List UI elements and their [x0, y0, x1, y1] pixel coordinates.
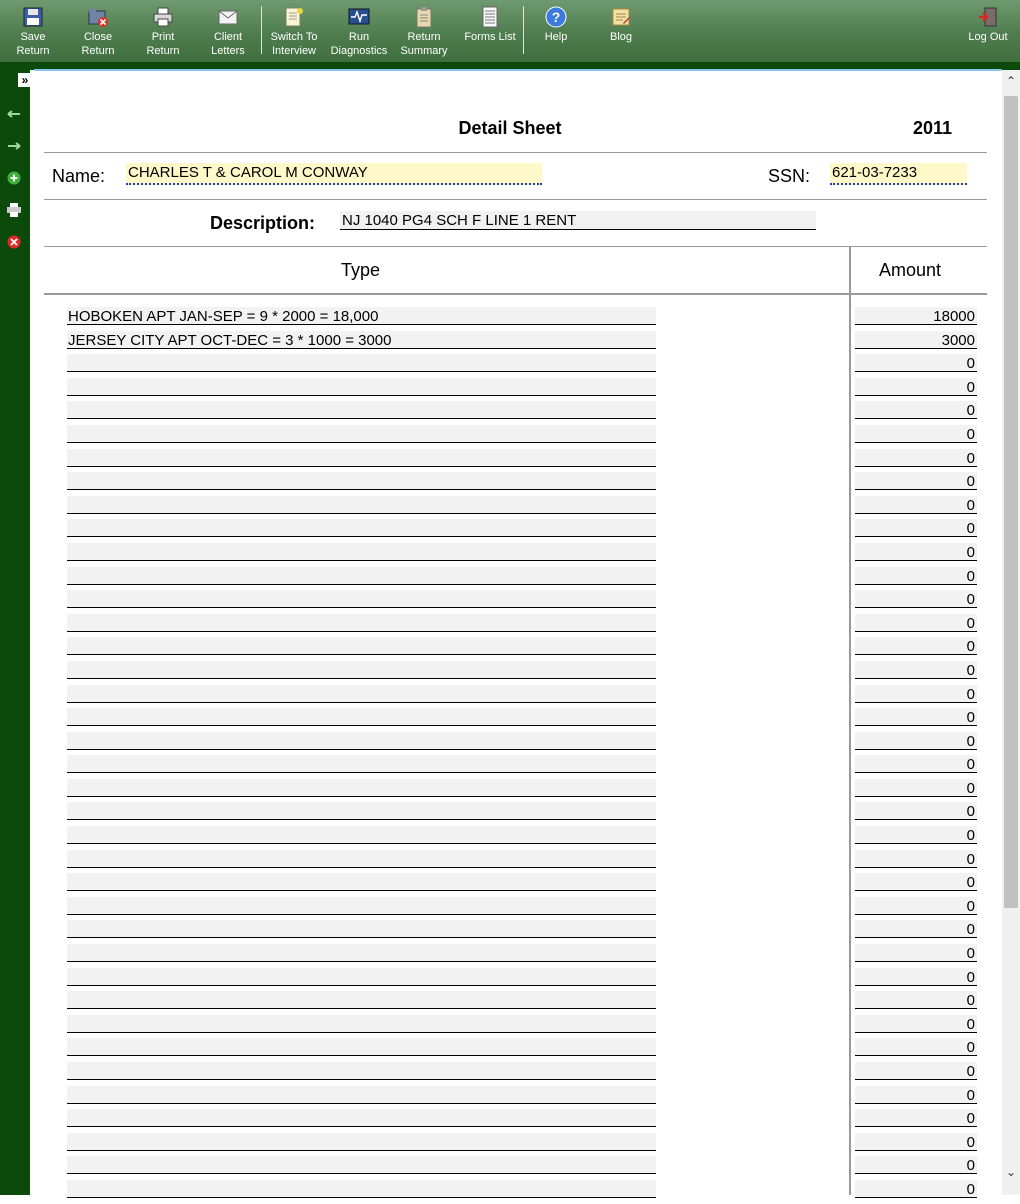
diagnostics-monitor-icon [348, 6, 370, 28]
table-row [0, 991, 1000, 1015]
log-out-door-icon [977, 6, 999, 28]
type-input[interactable]: JERSEY CITY APT OCT-DEC = 3 * 1000 = 3000 [67, 331, 656, 349]
table-row [0, 1062, 1000, 1086]
table-row [0, 519, 1000, 543]
type-input[interactable] [67, 378, 656, 396]
amount-input[interactable]: 0 [855, 1156, 977, 1174]
type-input[interactable] [67, 1086, 656, 1104]
type-input[interactable] [67, 425, 656, 443]
return-summary-label: Return Summary [400, 31, 448, 57]
table-row [0, 779, 1000, 803]
blog-scroll-icon [610, 6, 632, 28]
table-row [0, 425, 1000, 449]
log-out-label: Log Out [968, 31, 1008, 43]
type-input[interactable] [67, 472, 656, 490]
table-row [0, 590, 1000, 614]
amount-input[interactable]: 18000 [855, 307, 977, 325]
amount-input[interactable]: 0 [855, 991, 977, 1009]
type-input[interactable] [67, 543, 656, 561]
type-input[interactable] [67, 802, 656, 820]
switch-to-interview-label: Switch To Interview [270, 31, 318, 57]
amount-input[interactable]: 0 [855, 826, 977, 844]
divider [44, 199, 987, 200]
amount-input[interactable]: 0 [855, 732, 977, 750]
description-field[interactable]: NJ 1040 PG4 SCH F LINE 1 RENT [340, 211, 816, 230]
type-input[interactable] [67, 354, 656, 372]
close-return-button[interactable] [66, 4, 130, 58]
amount-input[interactable]: 0 [855, 354, 977, 372]
svg-text:?: ? [551, 9, 561, 25]
table-row [0, 873, 1000, 897]
frame-accent-line [34, 69, 1002, 71]
run-diagnostics-button[interactable] [327, 4, 391, 58]
amount-input[interactable]: 0 [855, 567, 977, 585]
run-diagnostics-label: Run Diagnostics [330, 31, 388, 57]
table-row [0, 897, 1000, 921]
type-input[interactable] [67, 920, 656, 938]
ssn-field[interactable]: 621-03-7233 [830, 163, 967, 185]
table-row [0, 401, 1000, 425]
log-out-button[interactable] [956, 4, 1020, 58]
close-return-label: Close Return [81, 31, 115, 57]
type-input[interactable] [67, 590, 656, 608]
amount-input[interactable]: 0 [855, 779, 977, 797]
type-input[interactable] [67, 1180, 656, 1198]
amount-input[interactable]: 0 [855, 425, 977, 443]
amount-input[interactable]: 0 [855, 378, 977, 396]
amount-input[interactable]: 0 [855, 920, 977, 938]
save-return-label: Save Return [16, 31, 50, 57]
expand-panel-button[interactable]: » [18, 73, 32, 87]
table-row [0, 1086, 1000, 1110]
type-input[interactable] [67, 567, 656, 585]
table-row [0, 944, 1000, 968]
amount-input[interactable]: 0 [855, 1180, 977, 1198]
amount-input[interactable]: 3000 [855, 331, 977, 349]
printer-icon [152, 6, 174, 28]
table-row [0, 543, 1000, 567]
tax-year: 2011 [913, 118, 953, 138]
ssn-label: SSN: [768, 166, 811, 186]
type-input[interactable] [67, 732, 656, 750]
amount-input[interactable]: 0 [855, 637, 977, 655]
table-row [0, 331, 1000, 355]
table-row [0, 1015, 1000, 1039]
amount-input[interactable]: 0 [855, 685, 977, 703]
forms-list-button[interactable] [458, 4, 522, 58]
amount-input[interactable]: 0 [855, 897, 977, 915]
amount-input[interactable]: 0 [855, 543, 977, 561]
type-input[interactable] [67, 401, 656, 419]
close-folder-icon [87, 6, 109, 28]
type-input[interactable] [67, 449, 656, 467]
type-input[interactable] [67, 897, 656, 915]
type-input[interactable] [67, 850, 656, 868]
amount-input[interactable]: 0 [855, 850, 977, 868]
amount-input[interactable]: 0 [855, 1015, 977, 1033]
amount-input[interactable]: 0 [855, 708, 977, 726]
table-row [0, 1038, 1000, 1062]
table-row [0, 708, 1000, 732]
amount-input[interactable]: 0 [855, 1109, 977, 1127]
amount-input[interactable]: 0 [855, 873, 977, 891]
type-column-header: Type [341, 260, 381, 280]
table-row [0, 1109, 1000, 1133]
table-row [0, 354, 1000, 378]
type-input[interactable] [67, 1062, 656, 1080]
name-label: Name: [52, 166, 106, 186]
table-row [0, 307, 1000, 331]
envelope-icon [217, 6, 239, 28]
amount-input[interactable]: 0 [855, 1062, 977, 1080]
name-field[interactable]: CHARLES T & CAROL M CONWAY [126, 163, 542, 185]
client-letters-label: Client Letters [211, 31, 245, 57]
type-input[interactable] [67, 1038, 656, 1056]
scroll-down-arrow-icon[interactable]: ⌄ [1005, 1165, 1017, 1179]
table-row [0, 449, 1000, 473]
table-row [0, 567, 1000, 591]
return-summary-button[interactable] [392, 4, 456, 58]
type-input[interactable] [67, 1015, 656, 1033]
forms-list-label: Forms List [464, 31, 516, 43]
blog-button[interactable] [589, 4, 653, 58]
amount-input[interactable]: 0 [855, 472, 977, 490]
main-toolbar [0, 0, 1020, 63]
blog-label: Blog [609, 31, 633, 43]
print-return-button[interactable] [131, 4, 195, 58]
amount-input[interactable]: 0 [855, 1038, 977, 1056]
type-input[interactable] [67, 708, 656, 726]
scroll-up-arrow-icon[interactable]: ⌃ [1005, 74, 1017, 88]
amount-input[interactable]: 0 [855, 614, 977, 632]
type-input[interactable] [67, 519, 656, 537]
amount-input[interactable]: 0 [855, 755, 977, 773]
table-row [0, 802, 1000, 826]
type-input[interactable] [67, 1109, 656, 1127]
floppy-disk-icon [22, 6, 44, 28]
type-input[interactable] [67, 944, 656, 962]
printer-icon[interactable] [6, 202, 22, 218]
help-button[interactable] [524, 4, 588, 58]
interview-notepad-icon [283, 6, 305, 28]
table-row [0, 1133, 1000, 1157]
delete-circle-icon[interactable] [6, 234, 22, 250]
type-input[interactable] [67, 968, 656, 986]
amount-input[interactable]: 0 [855, 401, 977, 419]
detail-rows [0, 307, 1000, 1204]
client-letters-button[interactable] [196, 4, 260, 58]
description-label: Description: [210, 213, 316, 233]
table-row [0, 685, 1000, 709]
save-return-button[interactable] [1, 4, 65, 58]
amount-input[interactable]: 0 [855, 590, 977, 608]
switch-to-interview-button[interactable] [262, 4, 326, 58]
amount-input[interactable]: 0 [855, 449, 977, 467]
table-row [0, 826, 1000, 850]
table-row [0, 920, 1000, 944]
table-row [0, 755, 1000, 779]
header-divider [44, 293, 987, 295]
help-question-icon [545, 6, 567, 28]
amount-input[interactable]: 0 [855, 661, 977, 679]
type-input[interactable] [67, 685, 656, 703]
type-input[interactable] [67, 637, 656, 655]
table-row [0, 637, 1000, 661]
amount-column-header: Amount [879, 260, 942, 280]
type-input[interactable] [67, 826, 656, 844]
table-row [0, 968, 1000, 992]
table-row [0, 850, 1000, 874]
table-row [0, 661, 1000, 685]
table-row [0, 378, 1000, 402]
print-return-label: Print Return [146, 31, 180, 57]
type-input[interactable] [67, 661, 656, 679]
page-title: Detail Sheet [458, 118, 562, 138]
type-input[interactable] [67, 779, 656, 797]
amount-input[interactable]: 0 [855, 519, 977, 537]
add-circle-icon[interactable] [6, 170, 22, 186]
type-input[interactable]: HOBOKEN APT JAN-SEP = 9 * 2000 = 18,000 [67, 307, 656, 325]
type-input[interactable] [67, 1133, 656, 1151]
table-row [0, 472, 1000, 496]
scroll-thumb[interactable] [1004, 96, 1018, 908]
table-row [0, 1156, 1000, 1180]
amount-input[interactable]: 0 [855, 802, 977, 820]
type-input[interactable] [67, 873, 656, 891]
type-input[interactable] [67, 614, 656, 632]
type-input[interactable] [67, 755, 656, 773]
arrow-right-icon[interactable] [6, 138, 22, 154]
amount-input[interactable]: 0 [855, 1086, 977, 1104]
table-row [0, 496, 1000, 520]
type-input[interactable] [67, 496, 656, 514]
table-row [0, 732, 1000, 756]
type-input[interactable] [67, 1156, 656, 1174]
table-row [0, 1180, 1000, 1204]
type-input[interactable] [67, 991, 656, 1009]
amount-input[interactable]: 0 [855, 496, 977, 514]
amount-input[interactable]: 0 [855, 968, 977, 986]
amount-input[interactable]: 0 [855, 1133, 977, 1151]
help-label: Help [544, 31, 568, 43]
divider [44, 152, 987, 153]
vertical-scrollbar[interactable] [1002, 70, 1020, 1195]
amount-input[interactable]: 0 [855, 944, 977, 962]
forms-list-icon [479, 6, 501, 28]
table-row [0, 614, 1000, 638]
divider [44, 246, 987, 247]
clipboard-icon [413, 6, 435, 28]
